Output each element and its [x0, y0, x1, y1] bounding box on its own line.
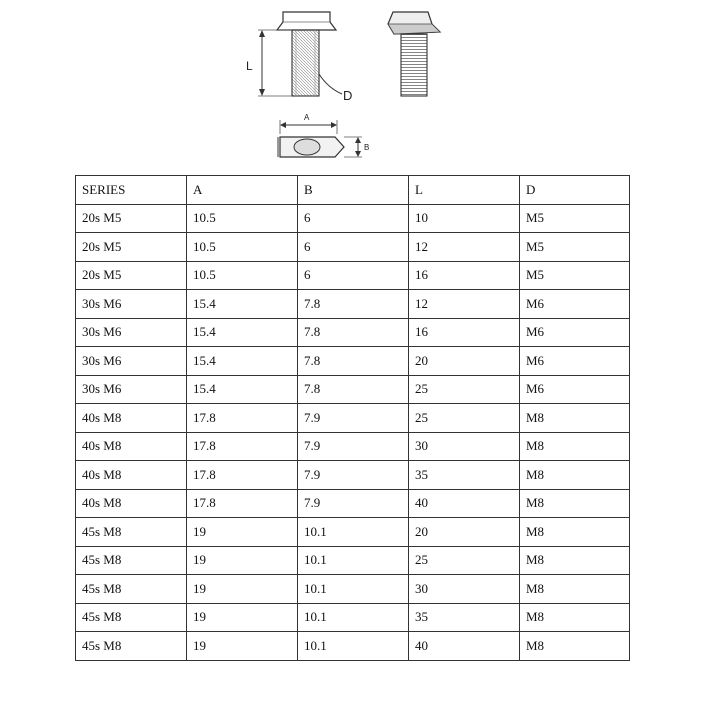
- cell-series: 30s M6: [76, 290, 187, 319]
- cell-d: M8: [520, 518, 630, 547]
- cell-series: 45s M8: [76, 546, 187, 575]
- cell-d: M8: [520, 404, 630, 433]
- cell-d: M6: [520, 318, 630, 347]
- dim-label-d: D: [343, 88, 353, 103]
- cell-a: 10.5: [187, 261, 298, 290]
- cell-l: 10: [409, 204, 520, 233]
- cell-d: M8: [520, 546, 630, 575]
- cell-d: M8: [520, 575, 630, 604]
- table-row: [76, 404, 630, 433]
- cell-series: 20s M5: [76, 261, 187, 290]
- cell-series: 20s M5: [76, 233, 187, 262]
- cell-b: 7.9: [298, 461, 409, 490]
- cell-a: 15.4: [187, 290, 298, 319]
- table-row: [76, 318, 630, 347]
- cell-a: 10.5: [187, 233, 298, 262]
- cell-d: M8: [520, 432, 630, 461]
- cell-d: M8: [520, 461, 630, 490]
- perspective-view-bolt: [388, 12, 440, 96]
- cell-a: 15.4: [187, 318, 298, 347]
- cell-l: 12: [409, 290, 520, 319]
- cell-a: 10.5: [187, 204, 298, 233]
- cell-l: 25: [409, 375, 520, 404]
- front-view-bolt: [246, 12, 352, 103]
- cell-series: 45s M8: [76, 603, 187, 632]
- cell-l: 16: [409, 318, 520, 347]
- table-row: [76, 575, 630, 604]
- table-header-row: [76, 176, 630, 205]
- cell-a: 17.8: [187, 404, 298, 433]
- cell-l: 40: [409, 632, 520, 661]
- table-row: [76, 290, 630, 319]
- cell-b: 10.1: [298, 518, 409, 547]
- table-row: [76, 632, 630, 661]
- cell-a: 15.4: [187, 347, 298, 376]
- cell-l: 25: [409, 404, 520, 433]
- cell-series: 40s M8: [76, 489, 187, 518]
- t-bolt-drawing: [0, 0, 704, 170]
- dim-label-a: A: [304, 113, 310, 122]
- spec-table: [75, 175, 630, 661]
- cell-b: 7.8: [298, 290, 409, 319]
- cell-d: M5: [520, 233, 630, 262]
- cell-l: 40: [409, 489, 520, 518]
- cell-a: 17.8: [187, 432, 298, 461]
- table-row: [76, 489, 630, 518]
- cell-l: 25: [409, 546, 520, 575]
- cell-series: 40s M8: [76, 404, 187, 433]
- cell-a: 17.8: [187, 489, 298, 518]
- cell-b: 6: [298, 204, 409, 233]
- dim-label-b: B: [364, 143, 370, 152]
- table-row: [76, 518, 630, 547]
- cell-a: 19: [187, 518, 298, 547]
- table-row: [76, 461, 630, 490]
- cell-d: M6: [520, 347, 630, 376]
- cell-series: 45s M8: [76, 632, 187, 661]
- header-b: B: [298, 176, 409, 205]
- cell-b: 10.1: [298, 546, 409, 575]
- cell-d: M6: [520, 375, 630, 404]
- table-row: [76, 432, 630, 461]
- header-d: D: [520, 176, 630, 205]
- cell-b: 10.1: [298, 603, 409, 632]
- cell-series: 30s M6: [76, 347, 187, 376]
- cell-a: 19: [187, 546, 298, 575]
- cell-b: 7.9: [298, 432, 409, 461]
- cell-b: 7.8: [298, 375, 409, 404]
- cell-l: 35: [409, 603, 520, 632]
- cell-l: 30: [409, 432, 520, 461]
- header-l: L: [409, 176, 520, 205]
- cell-b: 6: [298, 261, 409, 290]
- cell-d: M8: [520, 632, 630, 661]
- cell-b: 7.8: [298, 318, 409, 347]
- cell-series: 40s M8: [76, 461, 187, 490]
- cell-a: 19: [187, 603, 298, 632]
- cell-a: 17.8: [187, 461, 298, 490]
- header-series: SERIES: [76, 176, 187, 205]
- cell-series: 40s M8: [76, 432, 187, 461]
- cell-b: 7.8: [298, 347, 409, 376]
- cell-b: 10.1: [298, 632, 409, 661]
- cell-l: 20: [409, 347, 520, 376]
- table-row: [76, 546, 630, 575]
- cell-l: 20: [409, 518, 520, 547]
- cell-d: M6: [520, 290, 630, 319]
- cell-d: M5: [520, 204, 630, 233]
- cell-series: 45s M8: [76, 575, 187, 604]
- table-body: [76, 204, 630, 660]
- cell-l: 30: [409, 575, 520, 604]
- top-view-slot: [278, 113, 369, 157]
- table-row: [76, 204, 630, 233]
- dim-label-l: L: [246, 59, 253, 73]
- table-row: [76, 603, 630, 632]
- cell-d: M8: [520, 489, 630, 518]
- cell-b: 7.9: [298, 489, 409, 518]
- cell-series: 30s M6: [76, 318, 187, 347]
- table-row: [76, 233, 630, 262]
- cell-d: M5: [520, 261, 630, 290]
- cell-a: 19: [187, 575, 298, 604]
- cell-l: 12: [409, 233, 520, 262]
- cell-b: 10.1: [298, 575, 409, 604]
- table-row: [76, 261, 630, 290]
- cell-series: 30s M6: [76, 375, 187, 404]
- table-row: [76, 347, 630, 376]
- header-a: A: [187, 176, 298, 205]
- cell-series: 45s M8: [76, 518, 187, 547]
- cell-l: 16: [409, 261, 520, 290]
- cell-series: 20s M5: [76, 204, 187, 233]
- cell-d: M8: [520, 603, 630, 632]
- table-row: [76, 375, 630, 404]
- cell-b: 7.9: [298, 404, 409, 433]
- cell-l: 35: [409, 461, 520, 490]
- cell-a: 15.4: [187, 375, 298, 404]
- cell-b: 6: [298, 233, 409, 262]
- cell-a: 19: [187, 632, 298, 661]
